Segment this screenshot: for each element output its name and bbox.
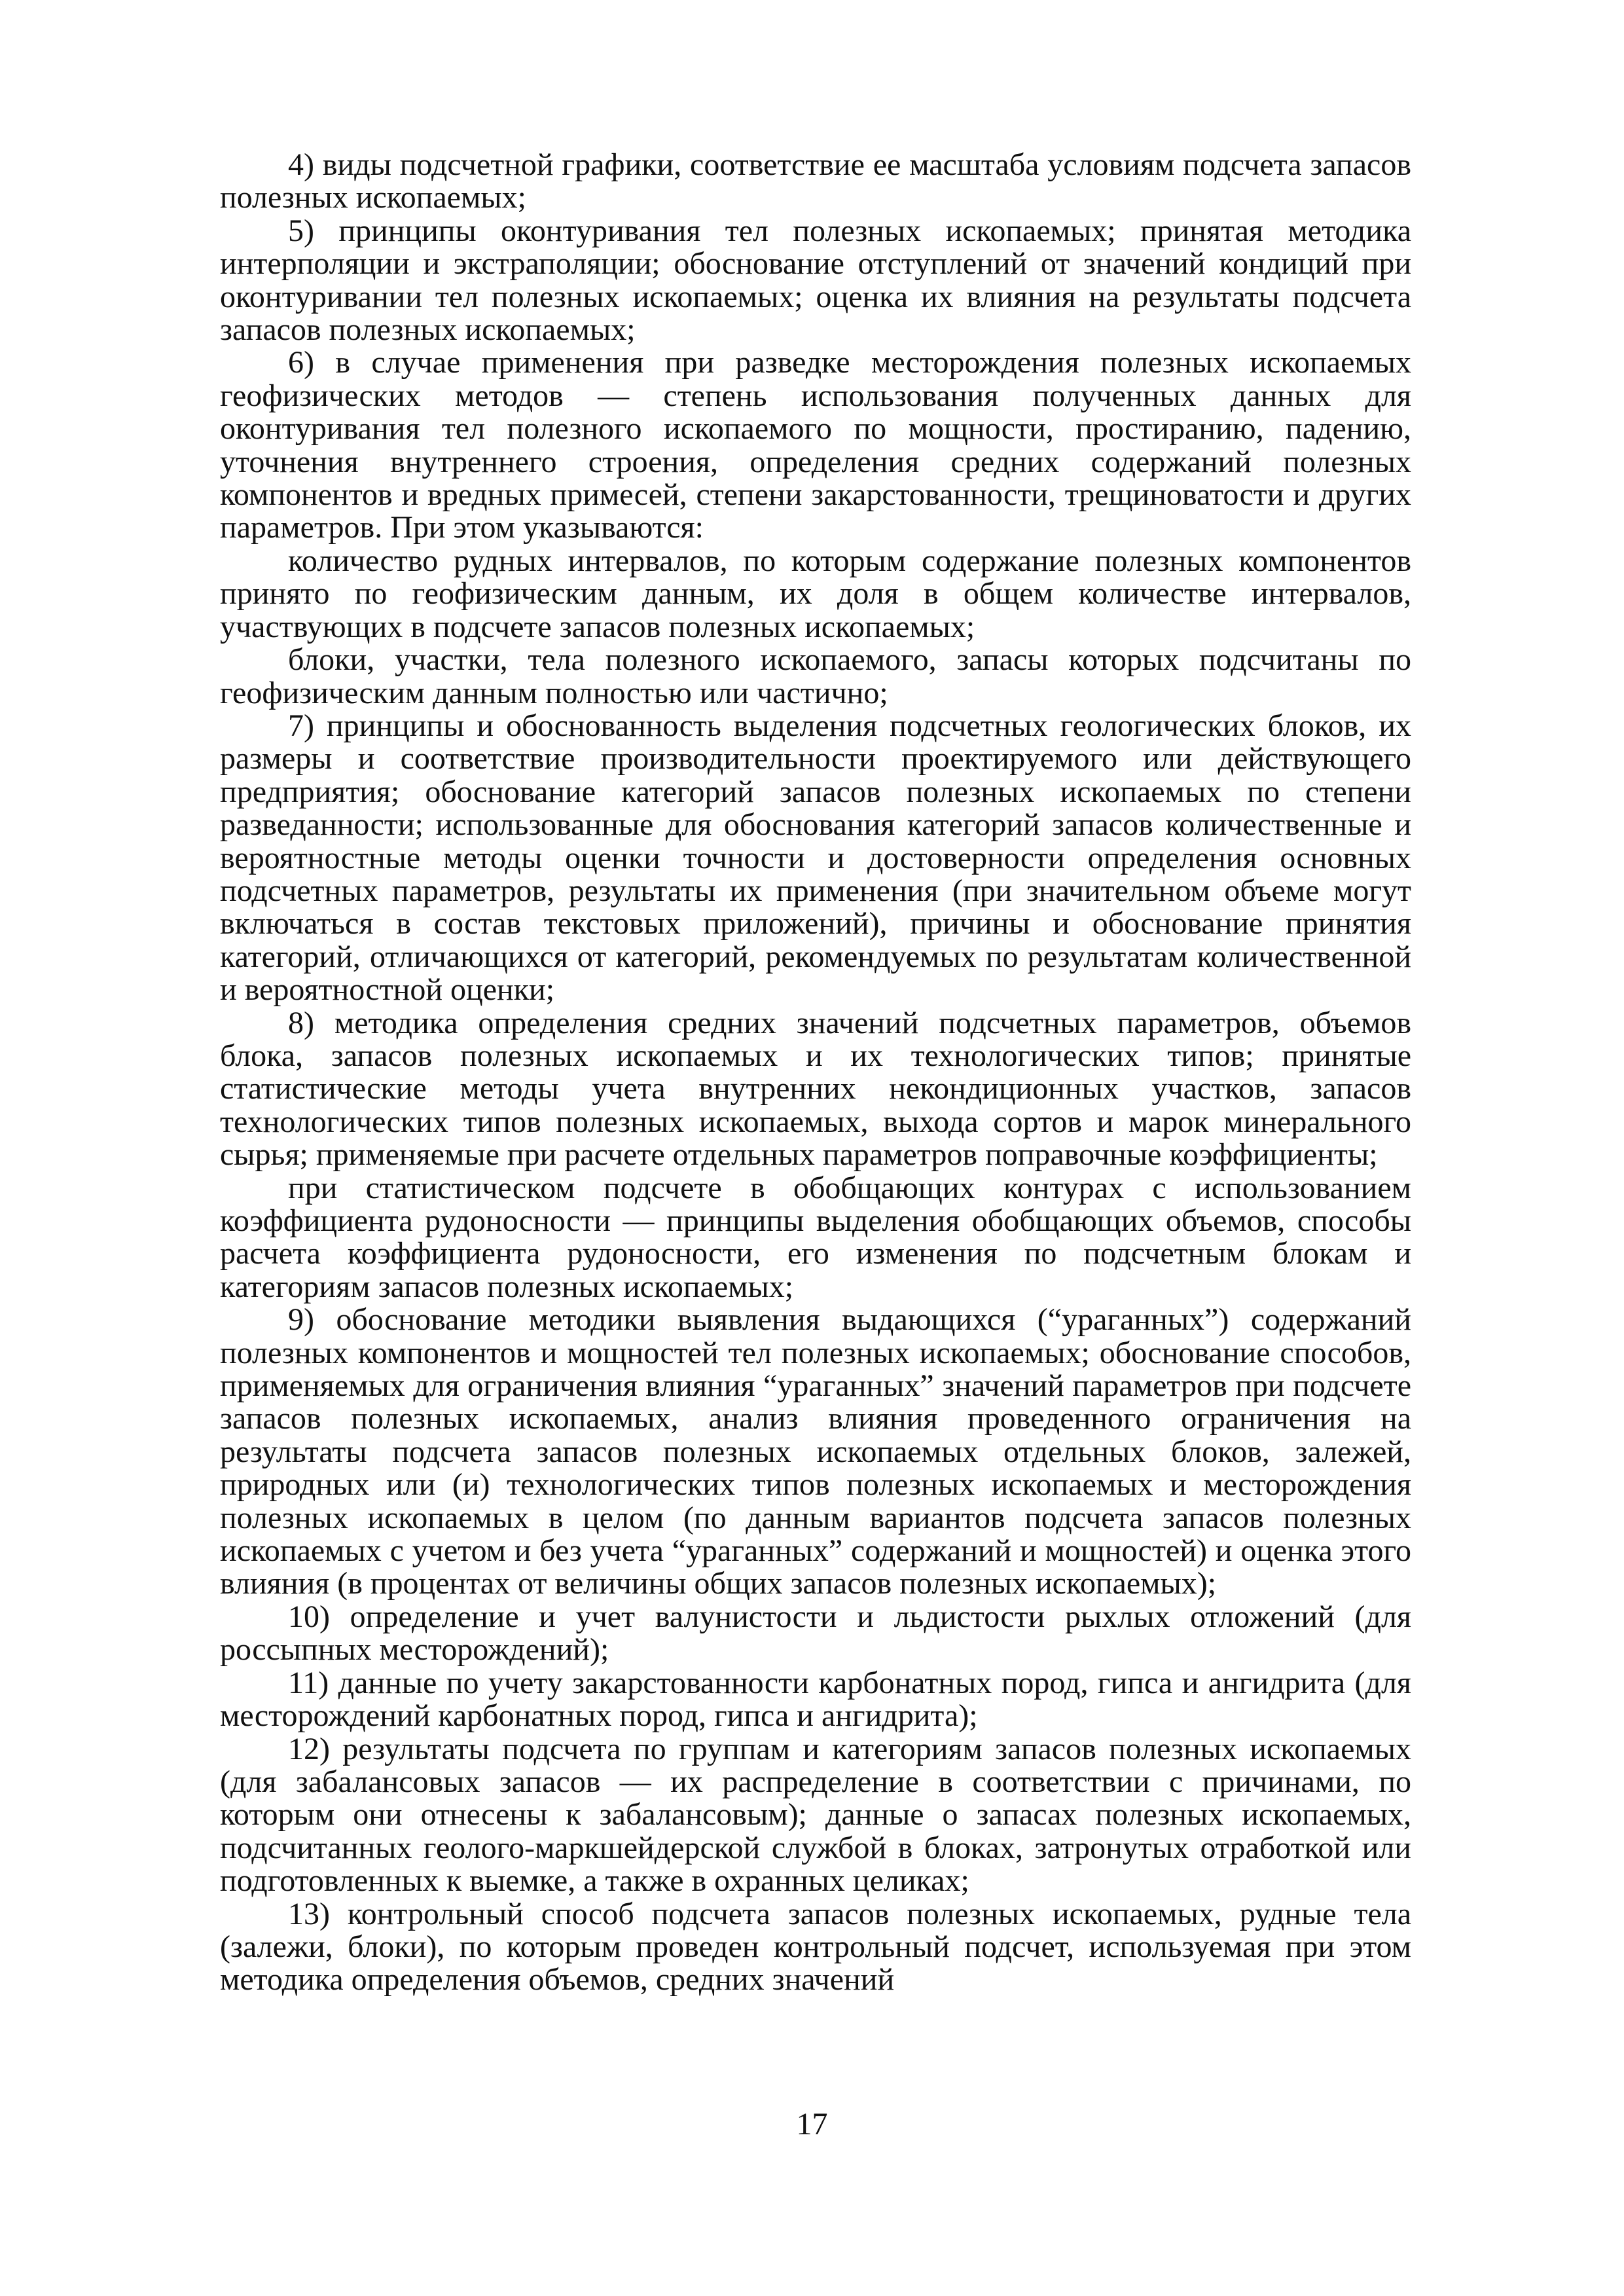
paragraph-item-13: 13) контрольный способ подсчета запасов полезных ископаемых, рудные тела (залежи, блоки), по которым проведен контрольный подсчет, используемая при этом методика определения объемов, средних значений bbox=[220, 1896, 1411, 1997]
paragraph-item-7: 7) принципы и обоснованность выделения подсчетных геологических блоков, их размеры и соответствие производительности проектируемого или действующего предприятия; обоснование категорий запасов полезных ископаемых по степени разведанности; использованные для обоснования категорий запасов количественные и вероятностные методы оценки точности и достоверности определения основных подсчетных параметров, результаты их применения (при значительном объеме могут включаться в состав текстовых приложений), причины и обоснование принятия категорий, отличающихся от категорий, рекомендуемых по результатам количественной и вероятностной оценки; bbox=[220, 708, 1411, 1008]
paragraph-blocks: блоки, участки, тела полезного ископаемого, запасы которых подсчитаны по геофизическим данным полностью или частично; bbox=[220, 642, 1411, 710]
paragraph-item-5: 5) принципы оконтуривания тел полезных ископаемых; принятая методика интерполяции и экстраполяции; обоснование отступлений от значений кондиций при оконтуривании тел полезных ископаемых; оценка их влияния на результаты подсчета запасов полезных ископаемых; bbox=[220, 213, 1411, 348]
body-text bbox=[220, 149, 1411, 1997]
paragraph-item-9: 9) обоснование методики выявления выдающихся (“ураганных”) содержаний полезных компонентов и мощностей тел полезных ископаемых; обоснование способов, применяемых для ограничения влияния “ураганных” значений параметров при подсчете запасов полезных ископаемых, анализ влияния проведенного ограничения на результаты подсчета запасов полезных ископаемых отдельных блоков, залежей, природных или (и) технологических типов полезных ископаемых и месторождения полезных ископаемых в целом (по данным вариантов подсчета запасов полезных ископаемых с учетом и без учета “ураганных” содержаний и мощностей) и оценка этого влияния (в процентах от величины общих запасов полезных ископаемых); bbox=[220, 1302, 1411, 1601]
page-number: 17 bbox=[796, 2107, 828, 2141]
paragraph-item-12: 12) результаты подсчета по группам и категориям запасов полезных ископаемых (для забалансовых запасов — их распределение в соответствии с причинами, по которым они отнесены к забалансовым); данные о запасах полезных ископаемых, подсчитанных геолого-маркшейдерской службой в блоках, затронутых отработкой или подготовленных к выемке, а также в охранных целиках; bbox=[220, 1731, 1411, 1899]
paragraph-item-4: 4) виды подсчетной графики, соответствие ее масштаба условиям подсчета запасов полезных ископаемых; bbox=[220, 147, 1411, 215]
paragraph-item-10: 10) определение и учет валунистости и льдистости рыхлых отложений (для россыпных месторождений); bbox=[220, 1599, 1411, 1667]
paragraph-ore-intervals: количество рудных интервалов, по которым содержание полезных компонентов принято по геофизическим данным, их доля в общем количестве интервалов, участвующих в подсчете запасов полезных ископаемых; bbox=[220, 543, 1411, 644]
paragraph-statistical-count: при статистическом подсчете в обобщающих контурах с использованием коэффициента рудоносности — принципы выделения обобщающих объемов, способы расчета коэффициента рудоносности, его изменения по подсчетным блокам и категориям запасов полезных ископаемых; bbox=[220, 1170, 1411, 1304]
paragraph-item-8: 8) методика определения средних значений подсчетных параметров, объемов блока, запасов полезных ископаемых и их технологических типов; принятые статистические методы учета внутренних некондиционных участков, запасов технологических типов полезных ископаемых, выхода сортов и марок минерального сырья; применяемые при расчете отдельных параметров поправочные коэффициенты; bbox=[220, 1005, 1411, 1173]
paragraph-item-11: 11) данные по учету закарстованности карбонатных пород, гипса и ангидрита (для месторождений карбонатных пород, гипса и ангидрита); bbox=[220, 1665, 1411, 1734]
paragraph-item-6: 6) в случае применения при разведке месторождения полезных ископаемых геофизических методов — степень использования полученных данных для оконтуривания тел полезного ископаемого по мощности, простиранию, падению, уточнения внутреннего строения, определения средних содержаний полезных компонентов и вредных примесей, степени закарстованности, трещиноватости и других параметров. При этом указываются: bbox=[220, 345, 1411, 545]
